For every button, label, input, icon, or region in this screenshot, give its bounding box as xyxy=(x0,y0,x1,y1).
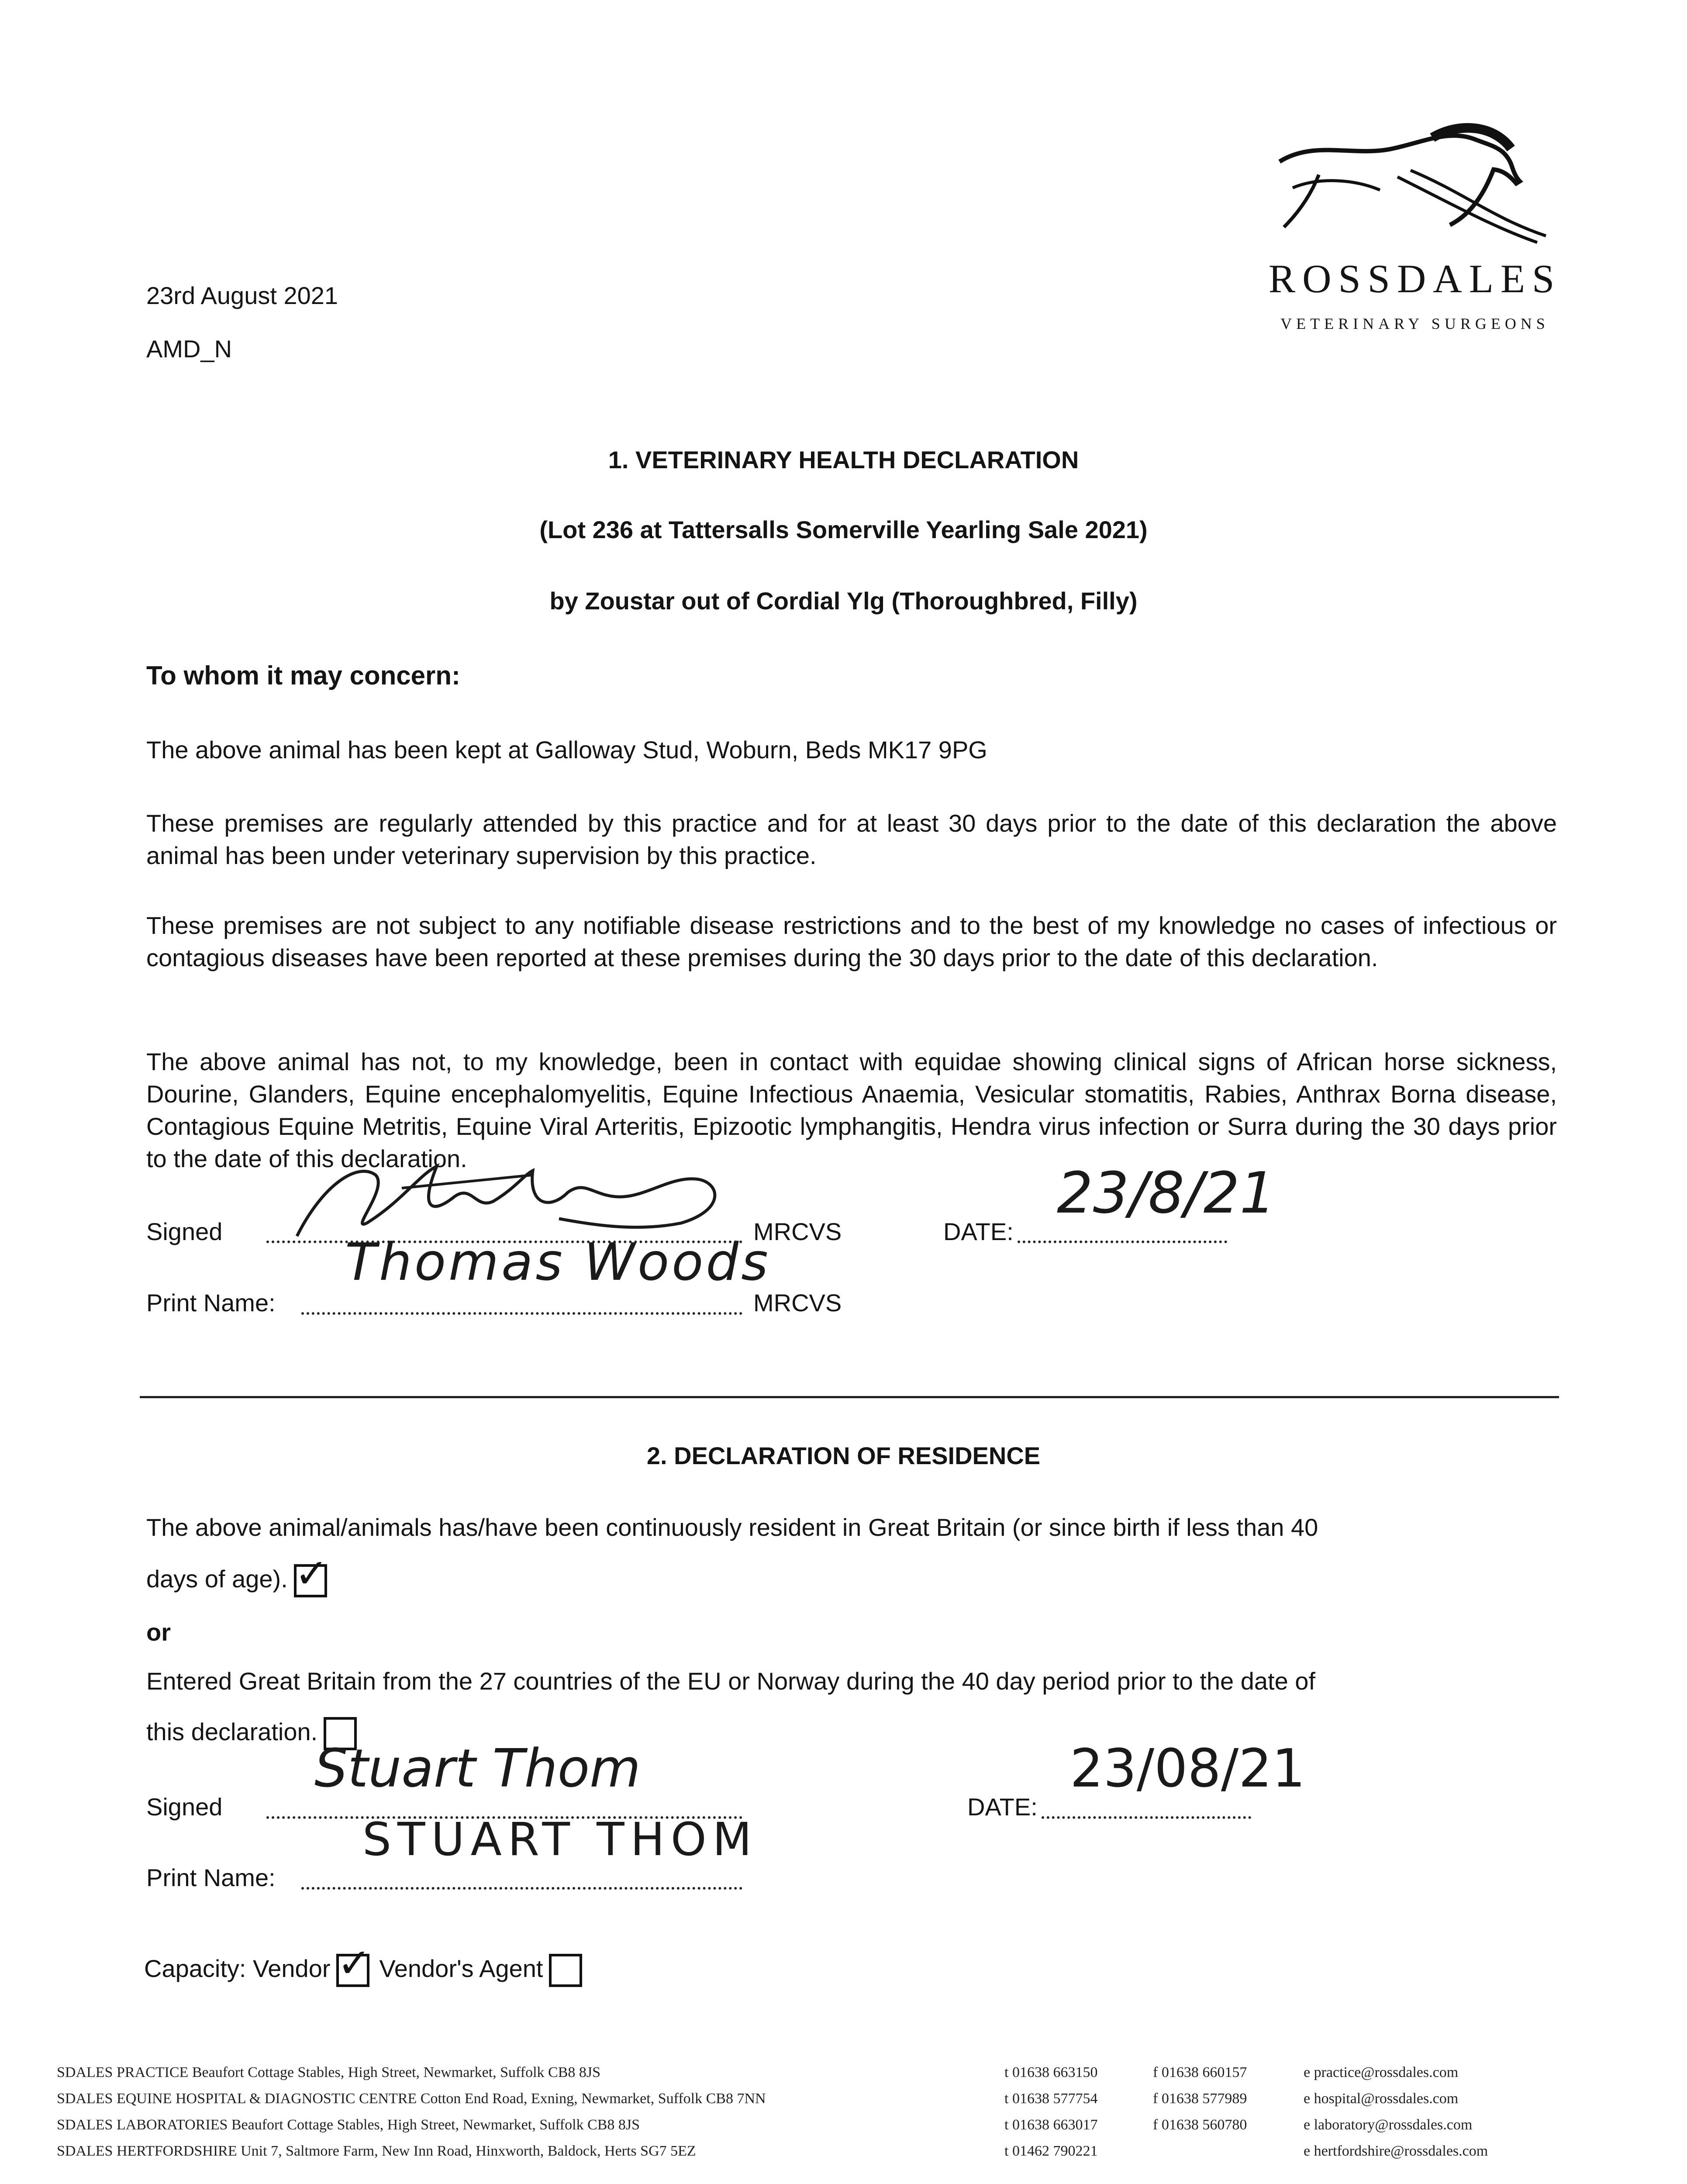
paragraph-supervision: These premises are regularly attended by this practice and for at least 30 days prior to the date of this declaration the above animal has been under veterinary supervision by this practice. xyxy=(146,809,1557,869)
paragraph-premises: The above animal has been kept at Galloway Stud, Woburn, Beds MK17 9PG xyxy=(146,736,987,764)
footer-row: SDALES EQUINE HOSPITAL & DIAGNOSTIC CENTRE Cotton End Road, Exning, Newmarket, Suffolk CB8 7NN xyxy=(57,2091,766,2107)
vendors-agent-label: Vendor's Agent xyxy=(379,1955,543,1982)
company-logo xyxy=(1266,122,1563,349)
footer-emails: e practice@rossdales.com e hospital@rossdales.com e laboratory@rossdales.com e hertfordshire@rossdales.com xyxy=(1304,2064,1488,2159)
salutation: To whom it may concern: xyxy=(146,661,460,690)
residence-option-2-line2: this declaration. xyxy=(146,1718,318,1745)
date-value-section2: 23/08/21 xyxy=(1070,1738,1305,1799)
print-name-value-section2: STUART THOM xyxy=(362,1813,758,1866)
signed-label: Signed xyxy=(146,1218,223,1245)
document-date: 23rd August 2021 xyxy=(146,282,338,309)
signed-label-section2: Signed xyxy=(146,1793,223,1821)
paragraph-contact-declaration: The above animal has not, to my knowledge, been in contact with equidae showing clinical signs of African horse sickness, Dourine, Glanders, Equine encephalomyelitis, Equine Infectious Anaemia, Vesicular stomatitis, Rabies, Anthrax Borna disease, Contagious Equine Metritis, Equine Viral Arteritis, Epizootic lymphangitis, Hendra virus infection or Surra during the 30 days prior to the date of this declaration. xyxy=(146,1048,1557,1172)
date-value-section1: 23/8/21 xyxy=(1057,1160,1276,1226)
mrcvs-suffix-print: MRCVS xyxy=(753,1289,842,1317)
section1-title: 1. VETERINARY HEALTH DECLARATION xyxy=(608,446,1079,473)
footer-addresses xyxy=(57,2060,766,2164)
checkbox-continuously-resident[interactable] xyxy=(294,1550,328,1597)
residence-option-2-line1: Entered Great Britain from the 27 countries of the EU or Norway during the 40 day period prior to the date of xyxy=(146,1667,1316,1695)
print-name-value: Thomas Woods xyxy=(345,1232,771,1292)
date-label-section2: DATE: xyxy=(967,1793,1038,1821)
paragraph-disease-restrictions: These premises are not subject to any notifiable disease restrictions and to the best of my knowledge no cases of infectious or contagious diseases have been reported at these premises during the 30 days prior to the date of this declaration. xyxy=(146,912,1557,971)
section-divider xyxy=(140,1396,1559,1398)
capacity-row xyxy=(144,1940,582,1987)
residence-option-1-line2: days of age). xyxy=(146,1565,288,1593)
footer-row: SDALES PRACTICE Beaufort Cottage Stables, High Street, Newmarket, Suffolk CB8 8JS xyxy=(57,2064,601,2080)
mrcvs-suffix-signed: MRCVS xyxy=(753,1218,842,1245)
footer-row: SDALES LABORATORIES Beaufort Cottage Stables, High Street, Newmarket, Suffolk CB8 8JS xyxy=(57,2117,640,2133)
footer-faxes: f 01638 660157 f 01638 577989 f 01638 560780 xyxy=(1153,2064,1247,2133)
check-mark-icon: ✓ xyxy=(294,1550,328,1597)
or-separator: or xyxy=(146,1618,171,1646)
print-name-label-section2: Print Name: xyxy=(146,1864,276,1891)
print-name-label: Print Name: xyxy=(146,1289,276,1317)
checkbox-vendor[interactable] xyxy=(336,1940,371,1987)
footer-telephones: t 01638 663150 t 01638 577754 t 01638 663017 t 01462 790221 xyxy=(1004,2064,1098,2159)
date-label-section1: DATE: xyxy=(943,1218,1014,1245)
footer-row: SDALES HERTFORDSHIRE Unit 7, Saltmore Farm, New Inn Road, Hinxworth, Baldock, Herts SG7 5EZ xyxy=(57,2143,696,2159)
vendor-signature: Stuart Thom xyxy=(314,1738,641,1799)
residence-option-1-line1: The above animal/animals has/have been continuously resident in Great Britain (or since birth if less than 40 xyxy=(146,1514,1318,1541)
residence-option-1 xyxy=(146,1550,328,1597)
section2-title: 2. DECLARATION OF RESIDENCE xyxy=(646,1442,1041,1469)
logo-wordmark: ROSSDALES xyxy=(1268,256,1562,301)
logo-tagline: VETERINARY SURGEONS xyxy=(1280,315,1549,332)
section1-subtitle: (Lot 236 at Tattersalls Somerville Yearling Sale 2021) xyxy=(539,516,1148,543)
capacity-vendor-label: Capacity: Vendor xyxy=(144,1955,331,1982)
horse-description: by Zoustar out of Cordial Ylg (Thoroughbred, Filly) xyxy=(549,587,1138,615)
check-mark-icon: ✓ xyxy=(337,1940,371,1987)
document-reference: AMD_N xyxy=(146,335,232,363)
checkbox-vendors-agent[interactable] xyxy=(549,1954,582,1987)
horse-logo-icon xyxy=(1266,122,1563,253)
